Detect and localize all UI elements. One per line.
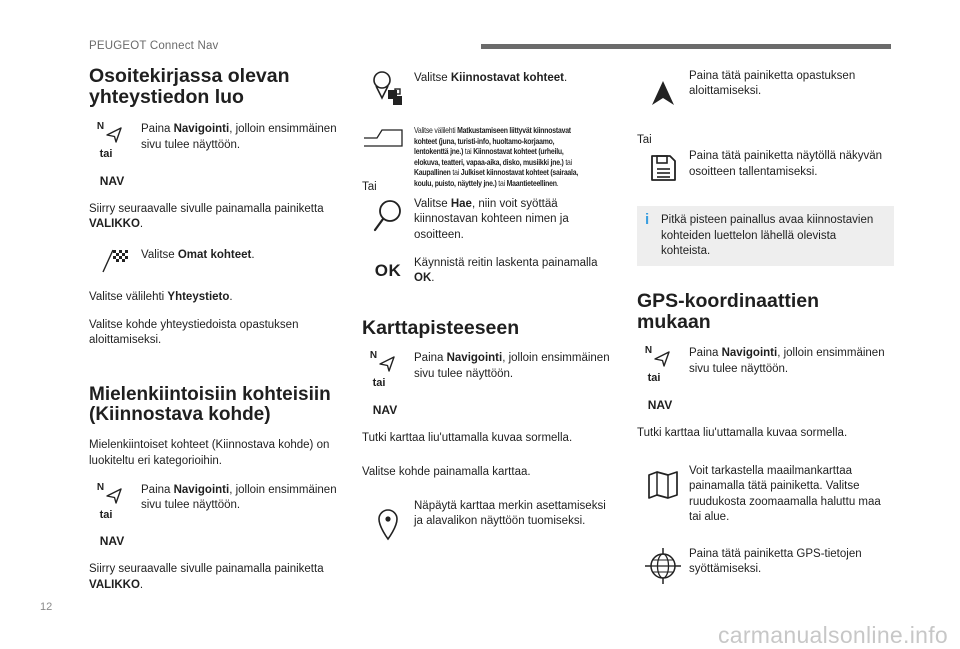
next-page-text — [89, 202, 344, 233]
nav-instruction-text — [414, 351, 612, 382]
select-on-map-text: Valitse kohde painamalla karttaa. — [362, 465, 531, 478]
nav-n-letter: N — [96, 481, 105, 493]
nav-instruction-row-2 — [89, 483, 344, 550]
text-part: . — [556, 178, 559, 188]
watermark: carmanualsonline.info — [717, 622, 948, 648]
text-part: Käynnistä reitin laskenta painamalla — [414, 257, 598, 270]
column-3 — [637, 66, 894, 585]
scroll-map-text: Tutki karttaa liu'uttamalla kuvaa sormella. — [362, 431, 573, 444]
tai-label: Tai — [362, 181, 377, 193]
text-part: , jolloin ensimmäinen sivu tulee näyttöön. — [141, 123, 337, 151]
header-title: PEUGEOT Connect Nav — [89, 40, 219, 52]
navigation-label: Navigointi — [446, 352, 503, 365]
save-address-row — [637, 149, 894, 183]
ok-label: OK — [414, 272, 432, 285]
nav-label: NAV — [372, 402, 398, 417]
text-part: tai — [563, 157, 572, 167]
text-part: Siirry seuraavalle sivulle painamalla painiketta — [89, 563, 324, 576]
navigation-arrow-icon — [653, 350, 671, 368]
menu-label: VALIKKO — [89, 578, 140, 591]
poi-intro-text: Mielenkiintoiset kohteet (Kiinnostava kohde) on luokiteltu eri kategorioihin. — [89, 439, 330, 467]
own-destinations-label: Omat kohteet — [177, 249, 252, 262]
commercial-poi-label: Kaupallinen — [414, 168, 451, 177]
start-guidance-text: Paina tätä painiketta opastuksen aloittamiseksi. — [689, 70, 856, 98]
search-row — [362, 197, 612, 243]
text-part: . — [431, 272, 435, 285]
start-guidance-arrow-icon[interactable] — [650, 79, 676, 107]
tab-select-row — [362, 126, 612, 195]
navigation-button[interactable] — [637, 346, 677, 413]
tai-label: Tai — [637, 134, 652, 146]
poi-label: Kiinnostavat kohteet — [450, 72, 564, 84]
nav-tai-label: tai — [372, 377, 386, 390]
header-bar — [481, 44, 891, 49]
text-part: . — [229, 291, 233, 304]
select-contact-text: Valitse kohde yhteystiedoista opastuksen aloittamiseksi. — [89, 318, 299, 346]
world-map-row — [637, 464, 894, 525]
own-destinations-row — [89, 246, 344, 274]
nav-label: NAV — [647, 397, 673, 412]
nav-n-letter: N — [96, 121, 105, 133]
text-part: , niin voit syöttää kiinnostavan kohteen nimen ja osoitteen. — [414, 198, 569, 241]
page-number: 12 — [40, 601, 53, 613]
marker-text: Näpäytä karttaa merkin asettamiseksi ja alavalikon näyttöön tuomiseksi. — [414, 500, 606, 528]
gps-input-row — [637, 547, 894, 585]
poi-select-row — [362, 68, 612, 110]
nav-instruction-text — [689, 346, 894, 377]
navigation-arrow-icon — [105, 487, 123, 505]
navigation-button[interactable] — [89, 122, 129, 189]
navigation-button[interactable] — [362, 351, 402, 418]
menu-label: VALIKKO — [89, 217, 140, 230]
ok-button[interactable]: OK — [374, 261, 402, 281]
checkered-flag-icon[interactable] — [99, 246, 131, 274]
column-2 — [362, 66, 612, 541]
nav-tai-label: tai — [647, 372, 661, 385]
text-part: Valitse välilehti — [89, 291, 168, 304]
select-tab-text — [89, 290, 344, 305]
text-part: . — [139, 578, 144, 591]
navigation-arrow-icon — [105, 126, 123, 144]
navigation-button[interactable] — [89, 483, 129, 550]
poi-select-text — [414, 68, 612, 86]
heading-contact: Osoitekirjassa olevan yhteystiedon luo — [89, 65, 290, 108]
nav-instruction-text — [141, 122, 344, 153]
text-part: Paina — [414, 352, 447, 365]
heading-gps: GPS-koordinaattien mukaan — [637, 290, 820, 333]
public-poi-label: Julkiset kiinnostavat kohteet (sairaala, koulu, puisto, näyttely jne.) — [414, 168, 579, 188]
text-part: tai — [450, 168, 461, 177]
text-part: . — [563, 72, 568, 84]
nav-tai-label: tai — [99, 148, 113, 161]
column-1 — [89, 66, 344, 593]
text-part: Valitse — [414, 72, 451, 84]
nav-tai-label: tai — [99, 508, 113, 521]
geographic-poi-label: Maantieteellinen — [506, 178, 557, 188]
navigation-label: Navigointi — [173, 483, 230, 496]
nav-n-letter: N — [369, 350, 378, 362]
heading-map-point: Karttapisteeseen — [362, 316, 520, 339]
text-part: , jolloin ensimmäinen sivu tulee näyttöön. — [689, 347, 885, 375]
text-part: Paina — [141, 123, 174, 136]
search-text — [414, 197, 612, 243]
text-part: Paina — [689, 347, 722, 360]
nav-instruction-row-3 — [362, 351, 612, 418]
travel-poi-label: Matkustamiseen liittyvät kiinnostavat kohteet (juna, turisti-info, huoltamo-korjaamo, lentokenttä jne.) — [414, 126, 571, 156]
navigation-arrow-icon — [378, 355, 396, 373]
text-part: tai — [463, 147, 474, 156]
start-guidance-row — [637, 69, 894, 107]
tab-folder-icon[interactable] — [362, 126, 408, 150]
world-map-icon[interactable] — [646, 470, 680, 500]
info-icon: i — [645, 211, 650, 229]
heading-poi: Mielenkiintoisiin kohteisiin (Kiinnostava kohde) — [89, 384, 331, 426]
marker-row — [362, 499, 612, 541]
text-part: Valitse — [141, 249, 178, 262]
text-part: tai — [496, 178, 507, 188]
save-icon[interactable] — [648, 153, 678, 183]
nav-instruction-row — [89, 122, 344, 189]
info-text: Pitkä pisteen painallus avaa kiinnostavien kohteiden luettelon lähellä olevista kohteista. — [661, 214, 874, 257]
leisure-poi-label: Kiinnostavat kohteet (urheilu, elokuva, teatteri, vapaa-aika, disko, musiikki jne.) — [414, 147, 564, 167]
tab-select-text — [414, 126, 580, 189]
nav-n-letter: N — [644, 345, 653, 357]
ok-text — [414, 256, 612, 287]
text-part: . — [251, 249, 255, 262]
own-destinations-text — [141, 246, 344, 263]
poi-categories-icon[interactable] — [368, 68, 408, 110]
text-part: Paina — [141, 483, 174, 496]
text-part: Valitse välilehti — [414, 126, 458, 135]
text-part: Valitse — [414, 198, 451, 211]
map-marker-icon[interactable] — [376, 507, 400, 541]
search-icon[interactable] — [371, 197, 405, 235]
scroll-map-text: Tutki karttaa liu'uttamalla kuvaa sormella. — [637, 426, 848, 439]
text-part: Siirry seuraavalle sivulle painamalla painiketta — [89, 202, 324, 215]
contact-tab-label: Yhteystieto — [167, 291, 230, 304]
nav-instruction-text — [141, 483, 344, 514]
save-address-text: Paina tätä painiketta näytöllä näkyvän osoitteen tallentamiseksi. — [689, 150, 883, 178]
globe-crosshair-icon[interactable] — [644, 547, 682, 585]
next-page-text-2 — [89, 562, 344, 593]
search-label: Hae — [450, 198, 472, 211]
world-map-text: Voit tarkastella maailmankarttaa painamalla tätä painiketta. Valitse ruudukosta zoomaamalla haluttu maa tai alue. — [689, 465, 881, 523]
ok-row — [362, 256, 612, 287]
navigation-label: Navigointi — [173, 123, 230, 136]
nav-label: NAV — [99, 534, 125, 549]
navigation-label: Navigointi — [721, 347, 778, 360]
nav-label: NAV — [99, 173, 125, 188]
nav-instruction-row-4 — [637, 346, 894, 413]
text-part: . — [139, 217, 144, 230]
gps-input-text: Paina tätä painiketta GPS-tietojen syöttämiseksi. — [689, 548, 862, 576]
info-box — [637, 206, 894, 266]
text-part: , jolloin ensimmäinen sivu tulee näyttöön. — [141, 483, 337, 512]
text-part: , jolloin ensimmäinen sivu tulee näyttöön. — [414, 352, 610, 380]
